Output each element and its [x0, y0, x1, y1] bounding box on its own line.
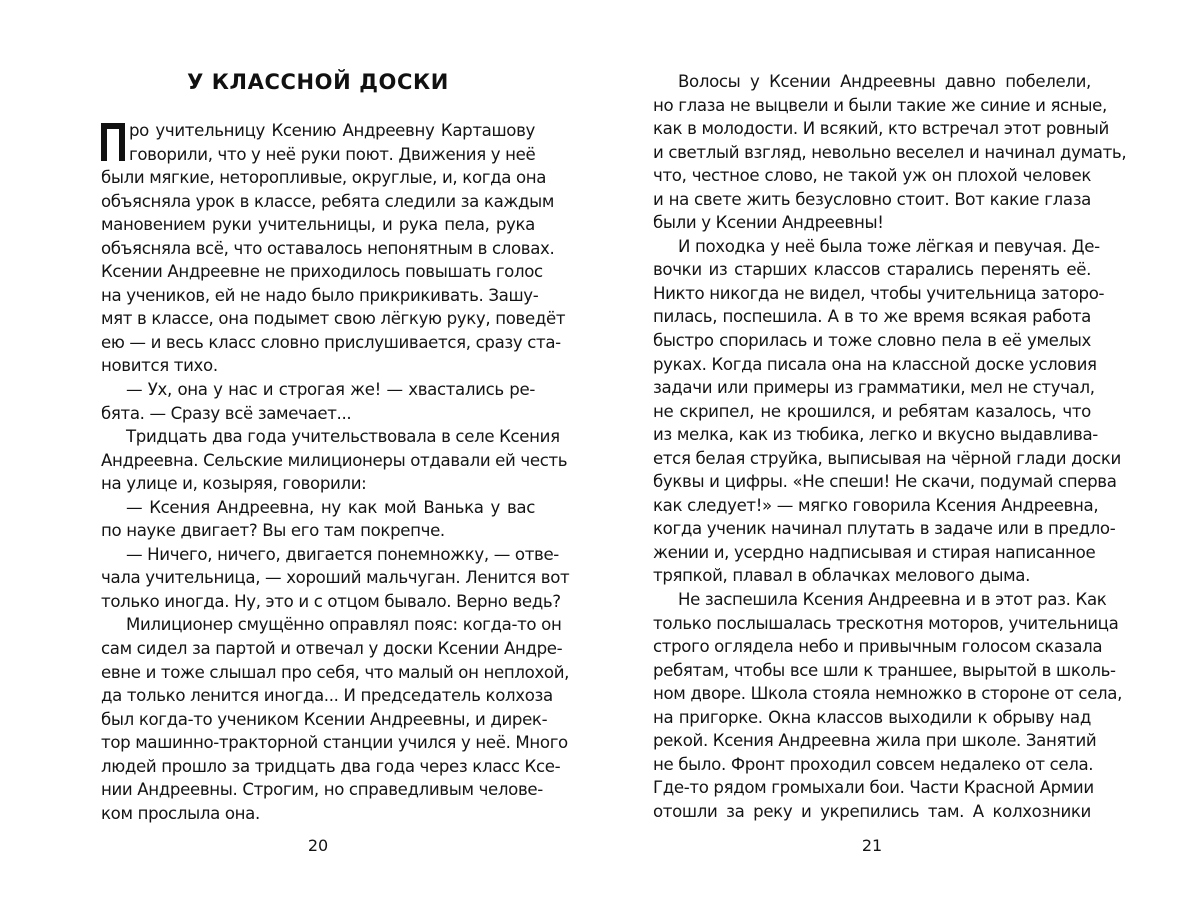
- text-line: на пригорке. Окна классов выходили к обрыву над: [653, 707, 1091, 727]
- text-line: были мягкие, неторопливые, округлые, и, когда она: [101, 168, 547, 188]
- text-line: Милиционер смущённо оправлял пояс: когда-то он: [126, 615, 562, 635]
- text-line: тряпкой, плавал в облачках мелового дыма.: [653, 566, 1031, 586]
- text-line: но глаза не выцвели и были такие же синие и ясные,: [653, 95, 1107, 115]
- text-line: евне и тоже слышал про себя, что малый он неплохой,: [101, 662, 570, 682]
- right-page-body: [653, 70, 1127, 824]
- text-line: Волосы у Ксении Андреевны давно побелели,: [678, 72, 1091, 91]
- text-line: на улице и, козыряя, говорили:: [101, 474, 367, 494]
- page-number-right: 21: [861, 836, 883, 855]
- text-line: — Ничего, ничего, двигается понемножку, — отве-: [126, 544, 559, 564]
- text-line: Где-то рядом громыхали бои. Части Красной Армии: [653, 778, 1094, 798]
- text-line: на учеников, ей не надо было прикрикивать. Зашу-: [101, 285, 539, 305]
- text-line: да только ленится иногда... И председатель колхоза: [101, 686, 553, 706]
- text-line: Тридцать два года учительствовала в селе Ксения: [126, 427, 560, 447]
- text-line: Ксении Андреевне не приходилось повышать голос: [101, 262, 543, 282]
- chapter-title: У КЛАССНОЙ ДОСКИ: [187, 70, 449, 94]
- text-line: рекой. Ксения Андреевна жила при школе. Занятий: [653, 731, 1097, 751]
- text-line: были у Ксении Андреевны!: [653, 213, 884, 233]
- text-line: только иногда. Ну, это и с отцом бывало. Верно ведь?: [101, 591, 561, 611]
- text-line: и на свете жить безусловно стоит. Вот какие глаза: [653, 189, 1091, 209]
- text-line: жении и, усердно надписывая и стирая написанное: [653, 542, 1096, 562]
- right-page: [588, 0, 1177, 918]
- text-line: объясняла урок в классе, ребята следили за каждым: [101, 191, 555, 211]
- left-page: [0, 0, 588, 918]
- text-line: объясняла всё, что оставалось непонятным в словах.: [101, 238, 555, 258]
- text-line: и светлый взгляд, невольно веселел и начинал думать,: [653, 142, 1127, 162]
- text-line: Андреевна. Сельские милиционеры отдавали ей честь: [101, 450, 568, 470]
- text-line: новится тихо.: [101, 356, 218, 376]
- text-line: что, честное слово, не такой уж он плохой человек: [653, 166, 1091, 186]
- text-line: бята. — Сразу всё замечает...: [101, 403, 352, 423]
- text-line: — Ксения Андреевна, ну как мой Ванька у вас: [126, 497, 535, 517]
- text-line: — Ух, она у нас и строгая же! — хвастались ре-: [126, 380, 535, 400]
- text-line: по науке двигает? Вы его там покрепче.: [101, 521, 445, 541]
- text-line: строго оглядела небо и привычным голосом сказала: [653, 637, 1103, 657]
- text-line: тор машинно-тракторной станции учился у неё. Много: [101, 733, 568, 753]
- text-line: мановением руки учительницы, и рука пела, рука: [101, 215, 535, 235]
- text-line: вочки из старших классов старались перенять её.: [653, 260, 1091, 280]
- text-line: Никто никогда не видел, чтобы учительница заторо-: [653, 283, 1105, 303]
- text-line: чала учительница, — хороший мальчуган. Ленится вот: [101, 568, 570, 588]
- text-line: только послышалась трескотня моторов, учительница: [653, 613, 1119, 633]
- text-line: И походка у неё была тоже лёгкая и певучая. Де-: [678, 236, 1100, 256]
- text-line: быстро спорилась и тоже словно пела в её умелых: [653, 331, 1091, 351]
- text-line: ном дворе. Школа стояла немножко в стороне от села,: [653, 684, 1123, 704]
- text-line: руках. Когда писала она на классной доске условия: [653, 354, 1097, 374]
- text-line: Не заспешила Ксения Андреевна и в этот раз. Как: [678, 590, 1107, 610]
- text-line: буквы и цифры. «Не спеши! Не скачи, подумай сперва: [653, 472, 1117, 492]
- text-line: ком прослыла она.: [101, 803, 260, 823]
- text-line: когда ученик начинал плутать в задаче или в предло-: [653, 519, 1116, 539]
- text-line: ро учительницу Ксению Андреевну Карташову: [129, 121, 535, 140]
- text-line: ребятам, чтобы все шли к траншее, вырытой в школь-: [653, 660, 1116, 680]
- text-line: из мелка, как из тюбика, легко и вкусно выдавлива-: [653, 425, 1098, 445]
- text-line: мят в классе, она подымет свою лёгкую руку, поведёт: [101, 309, 566, 329]
- text-line: задачи или примеры из грамматики, мел не стучал,: [653, 378, 1095, 398]
- text-line: ется белая струйка, выписывая на чёрной глади доски: [653, 448, 1121, 468]
- text-line: ею — и весь класс словно прислушивается, сразу ста-: [101, 332, 561, 352]
- text-line: не скрипел, не крошился, и ребятам казалось, что: [653, 401, 1091, 421]
- page-number-left: 20: [307, 836, 329, 855]
- left-page-body: [101, 119, 570, 825]
- text-line: пилась, поспешила. А в то же время всякая работа: [653, 307, 1091, 327]
- text-line: нии Андреевны. Строгим, но справедливым челове-: [101, 780, 543, 800]
- text-line: сам сидел за партой и отвечал у доски Ксении Андре-: [101, 639, 563, 659]
- text-line: отошли за реку и укрепились там. А колхозники: [653, 801, 1091, 821]
- text-line: как следует!» — мягко говорила Ксения Андреевна,: [653, 495, 1099, 515]
- text-line: не было. Фронт проходил совсем недалеко от села.: [653, 754, 1094, 774]
- text-line: говорили, что у неё руки поют. Движения у неё: [129, 144, 536, 164]
- text-line: как в молодости. И всякий, кто встречал этот ровный: [653, 119, 1109, 139]
- text-line: был когда-то учеником Ксении Андреевны, и дирек-: [101, 709, 548, 729]
- text-line: людей прошло за тридцать два года через класс Ксе-: [101, 756, 561, 776]
